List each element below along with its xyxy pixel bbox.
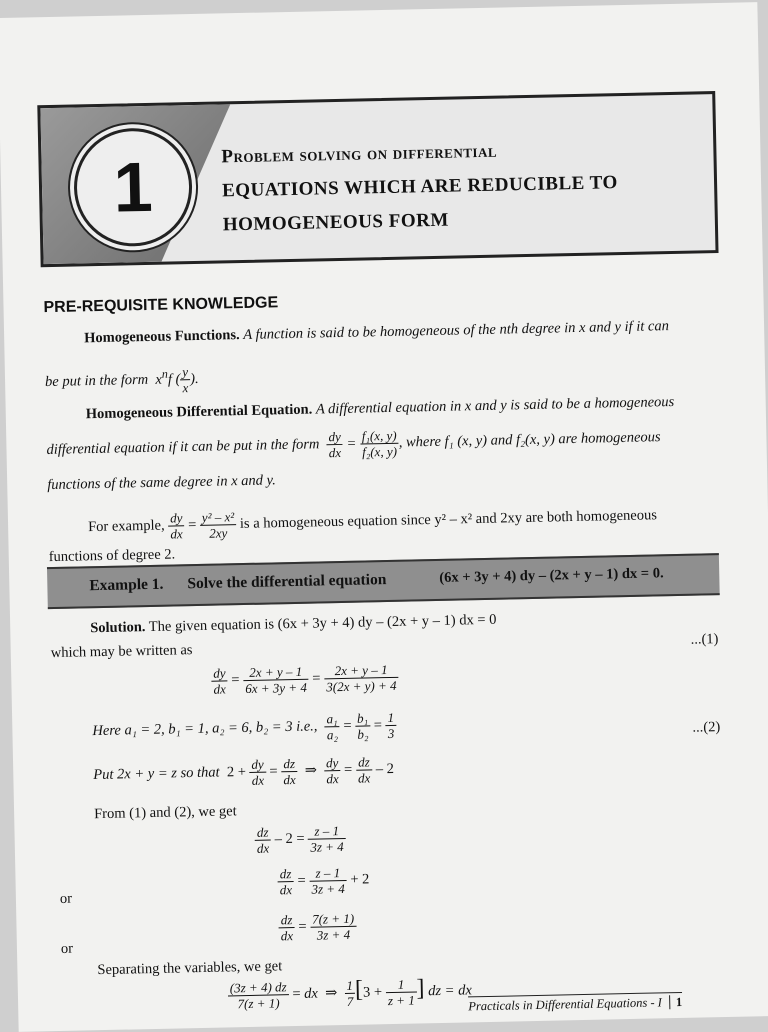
hde-form-line [46, 422, 661, 466]
hde-text3: where f₁ (x, y) and f₂(x, y) are homogeneous [405, 429, 661, 451]
equation-4: $\frac{dz}{dx}$ = $\frac{z - 1}{3z + 4}$ + 2 [277, 864, 369, 897]
prereq-heading: PRE-REQUISITE KNOWLEDGE [43, 294, 279, 317]
chapter-title [221, 131, 693, 243]
chapter-title-line1: Problem solving on differential [221, 140, 498, 168]
put-line [93, 754, 394, 791]
equation-5: $\frac{dz}{dx}$ = $\frac{7(z + 1)}{3z + 4}$ [278, 911, 356, 944]
solution-text1: The given equation is (6x + 3y + 4) dy – (2x + y – 1) dx = 0 [148, 611, 497, 636]
equation-ref-2: ...(2) [692, 719, 721, 736]
from-line: From (1) and (2), we get [93, 803, 237, 823]
hf-form-line [45, 364, 199, 398]
fe-label: For example, [87, 517, 165, 536]
example-label: Example 1. [89, 575, 164, 595]
or-2: or [60, 940, 74, 957]
solution-line2: which may be written as [50, 642, 193, 662]
hde-text4: functions of the same degree in x and y. [47, 472, 276, 494]
chapter-title-line2: EQUATIONS WHICH ARE REDUCIBLE TO [221, 172, 619, 202]
example-equation: (6x + 3y + 4) dy – (2x + y – 1) dx = 0. [439, 565, 664, 586]
hf-text2: be put in the form [44, 371, 149, 390]
chapter-number: 1 [73, 127, 193, 247]
fe-text2: functions of degree 2. [48, 546, 176, 566]
put-text: Put 2x + y = z so that [93, 764, 220, 784]
hde-formula: $\frac{dy}{dx}$ = $\frac{\text{f₁(x, y)}}{\text{f₂(x, y)}}$ , [328, 427, 403, 461]
chapter-title-line3: HOMOGENEOUS FORM [222, 209, 450, 236]
or-1: or [59, 890, 73, 907]
solution-line1 [90, 612, 497, 638]
here-text: Here a₁ = 2, b₁ = 1, a₂ = 6, b₂ = 3 i.e., [92, 718, 318, 740]
footer-title: Practicals in Differential Equations - I [468, 995, 662, 1014]
separating-line: Separating the variables, we get [97, 958, 283, 979]
hf-text: A function is said to be homogeneous of the nth degree in x and y if it can [243, 318, 670, 343]
hde-line [86, 394, 675, 423]
chapter-banner [37, 91, 718, 267]
hf-formula: $x^nf$ ( $\frac{y}{x}$ ). [151, 364, 199, 396]
equation-ref-1: ...(1) [690, 631, 719, 648]
example-line [88, 500, 657, 543]
hde-label: Homogeneous Differential Equation. [85, 401, 313, 423]
page-number: 1 [669, 995, 683, 1009]
fe-formula: $\frac{dy}{dx}$ = $\frac{\text{y² – x²}}{2xy}$ [168, 516, 236, 533]
book-page [0, 2, 768, 1032]
put-formula: 2 + $\frac{dy}{dx}$ = $\frac{dz}{dx}$ ⇒ $\frac{dy}{dx}$ = $\frac{dz}{dx}$ – 2 [223, 754, 395, 788]
page-footer [468, 992, 682, 1014]
hf-label: Homogeneous Functions. [84, 327, 240, 347]
solution-label: Solution. [90, 619, 146, 637]
equation-6: $\frac{(3z + 4) dz}{7(z + 1)}$ = dx ⇒ $\frac{1}{7}$ [3 + $\frac{1}{z + 1}$ ] dz = dx [229, 975, 472, 1012]
hde-text2: differential equation if it can be put in the form [46, 436, 320, 458]
hf-line [84, 318, 669, 347]
equation-3: $\frac{dz}{dx}$ – 2 = $\frac{z - 1}{3z + 4}$ [254, 823, 345, 856]
ratio-formula: $\frac{\text{a₁}}{\text{a₂}}$ = $\frac{\text{b₁}}{\text{b₂}}$ = $\frac{1}{3}$ [326, 709, 395, 743]
fe-text: is a homogeneous equation since y² – x² and 2xy are both homogeneous [239, 507, 658, 532]
example-statement: Solve the differential equation [187, 571, 387, 593]
hde-text: A differential equation in x and y is said to be a homogeneous [315, 393, 675, 418]
here-line [92, 710, 396, 747]
equation-1: $\frac{dy}{dx}$ = $\frac{2x + y - 1}{6x + 3y + 4}$ = $\frac{2x + y - 1}{3(2x + y) + 4}$ [213, 662, 397, 697]
